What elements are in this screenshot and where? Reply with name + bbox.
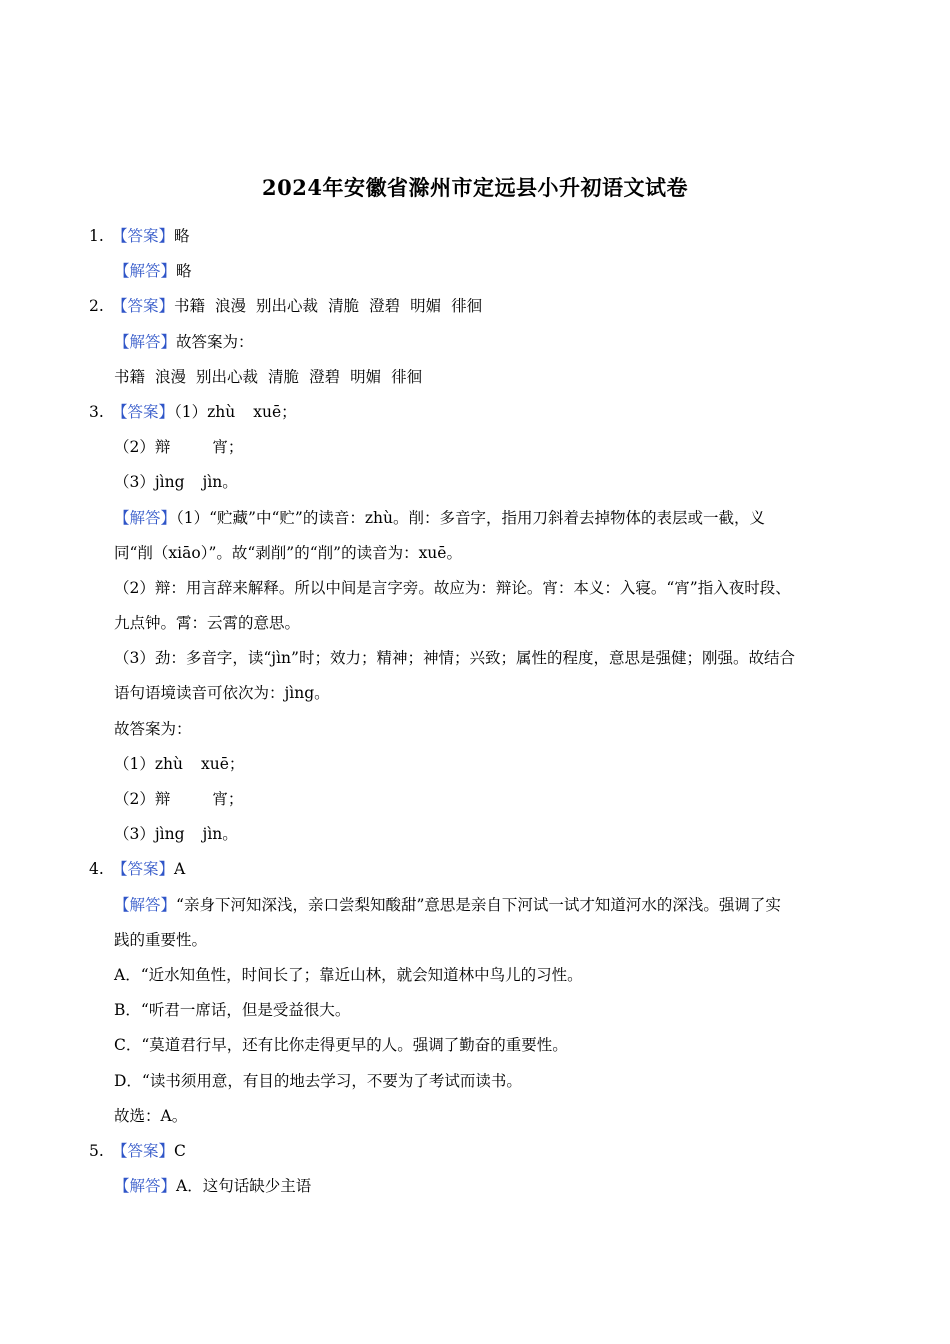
q4-option-c: [89, 1028, 861, 1063]
q2-answer-word: 徘徊: [451, 297, 483, 316]
q3-answer-3a: （3）jìng: [114, 473, 185, 492]
q2-analysis-line: [89, 325, 861, 360]
q1-number: 1.: [89, 227, 104, 245]
q3-answer-1a: （1）zhù: [174, 402, 236, 421]
q3-conclusion-line: [89, 712, 861, 747]
q1-answer-line: [89, 219, 861, 254]
q3-analysis-text: 同“削（xiāo）”。故“剥削”的“削”的读音为：xuē。: [114, 543, 462, 562]
q2-analysis-word: 澄碧: [309, 367, 341, 386]
q3-answer-line: [89, 395, 861, 430]
analysis-tag: 【解答】: [114, 332, 177, 351]
q2-analysis-word: 徘徊: [391, 367, 423, 386]
q4-option-b: [89, 993, 861, 1028]
q1-analysis: 略: [176, 262, 192, 281]
q3-final-1a: （1）zhù: [114, 754, 183, 773]
answer-tag: 【答案】: [112, 402, 175, 421]
q2-answer-word: 浪漫: [215, 297, 247, 316]
q3-analysis-3-line1: [89, 641, 861, 676]
q4-conclusion-line: [89, 1099, 861, 1134]
answer-tag: 【答案】: [112, 297, 175, 316]
q4-option-a: [89, 958, 861, 993]
q2-analysis-word: 清脆: [268, 367, 300, 386]
answer-tag: 【答案】: [112, 860, 175, 879]
q3-analysis-1-line2: [89, 536, 861, 571]
q3-answer-2a: （2）辩: [114, 438, 171, 457]
q2-answer-line: [89, 289, 861, 324]
q2-answer-word: 清脆: [328, 297, 360, 316]
q5-analysis: A．这句话缺少主语: [176, 1177, 312, 1196]
q4-option-d-text: D．“读书须用意，有目的地去学习，不要为了考试而读书。: [114, 1071, 522, 1090]
analysis-tag: 【解答】: [114, 262, 177, 281]
q3-analysis-text: （2）辩：用言辞来解释。所以中间是言字旁。故应为：辩论。宵：本义：入寝。“宵”指入夜时段、: [114, 578, 791, 597]
q3-number: 3.: [89, 402, 104, 421]
q3-final-3b: jìn。: [202, 825, 238, 844]
q5-analysis-line: [89, 1169, 861, 1204]
answer-tag: 【答案】: [112, 227, 175, 245]
q2-answer-word: 澄碧: [369, 297, 401, 316]
q3-answer-1b: xuē；: [253, 402, 297, 421]
q3-answer-2b: 宵；: [212, 438, 244, 457]
q2-analysis-word: 浪漫: [155, 367, 187, 386]
q3-final-3-line: [89, 817, 861, 852]
q3-final-2b: 宵；: [212, 790, 244, 808]
q3-answer-3b: jìn。: [202, 473, 238, 492]
q4-answer-line: [89, 852, 861, 887]
q4-number: 4.: [89, 860, 104, 879]
q4-option-a-text: A．“近水知鱼性，时间长了；靠近山林，就会知道林中鸟儿的习性。: [114, 965, 583, 984]
q2-analysis-words-line: [89, 360, 861, 395]
q3-analysis-text: 九点钟。霄：云霄的意思。: [114, 614, 301, 633]
q4-option-b-text: B．“听君一席话，但是受益很大。: [114, 1001, 351, 1020]
q2-analysis-word: 别出心裁: [196, 367, 259, 386]
q3-conclusion: 故答案为：: [114, 719, 192, 738]
q4-answer: A: [174, 860, 186, 879]
page-title: 2024年安徽省滁州市定远县小升初语文试卷: [262, 175, 688, 200]
q2-answer-word: 书籍: [174, 297, 206, 316]
q4-option-c-text: C．“莫道君行早，还有比你走得更早的人。强调了勤奋的重要性。: [114, 1036, 568, 1055]
q3-analysis-2-line2: [89, 606, 861, 641]
q3-analysis-text: （1）“贮藏”中“贮”的读音：zhù。削：多音字，指用刀斜着去掉物体的表层或一截，义: [176, 508, 765, 527]
q3-analysis-text: （3）劲：多音字，读“jìn”时；效力；精神；神情；兴致；属性的程度，意思是强健；刚强。故结合: [114, 649, 795, 668]
q3-answer-3-line: [89, 465, 861, 500]
q2-analysis-word: 书籍: [114, 367, 146, 386]
q5-answer: C: [174, 1141, 186, 1160]
q2-analysis-intro: 故答案为：: [176, 332, 254, 351]
analysis-tag: 【解答】: [114, 508, 177, 527]
analysis-tag: 【解答】: [114, 1177, 177, 1196]
q3-final-2a: （2）辩: [114, 790, 171, 808]
q5-answer-line: [89, 1134, 861, 1169]
q3-analysis-3-line2: [89, 676, 861, 711]
q2-analysis-word: 明媚: [350, 367, 382, 386]
q4-analysis-text: 践的重要性。: [114, 930, 208, 949]
q3-analysis-1-line1: [89, 501, 861, 536]
q2-answer-word: 别出心裁: [256, 297, 319, 316]
q4-option-d: [89, 1064, 861, 1099]
q3-final-1b: xuē；: [201, 754, 245, 773]
analysis-tag: 【解答】: [114, 895, 177, 914]
q3-final-1-line: [89, 747, 861, 782]
answer-content: [89, 219, 861, 1204]
q3-final-2-line: [89, 782, 861, 817]
q1-answer: 略: [174, 227, 190, 245]
q4-analysis-line2: [89, 923, 861, 958]
q3-answer-2-line: [89, 430, 861, 465]
q4-analysis-text: “亲身下河知深浅，亲口尝梨知酸甜”意思是亲自下河试一试才知道河水的深浅。强调了实: [176, 895, 781, 914]
answer-tag: 【答案】: [112, 1141, 175, 1160]
q3-analysis-2-line1: [89, 571, 861, 606]
q1-analysis-line: [89, 254, 861, 289]
q2-answer-word: 明媚: [410, 297, 442, 316]
q3-analysis-text: 语句语境读音可依次为：jìng。: [114, 684, 330, 703]
q4-analysis-line1: [89, 888, 861, 923]
q2-number: 2.: [89, 297, 104, 316]
q4-conclusion: 故选：A。: [114, 1106, 188, 1125]
q5-number: 5.: [89, 1141, 104, 1160]
q3-final-3a: （3）jìng: [114, 825, 185, 844]
